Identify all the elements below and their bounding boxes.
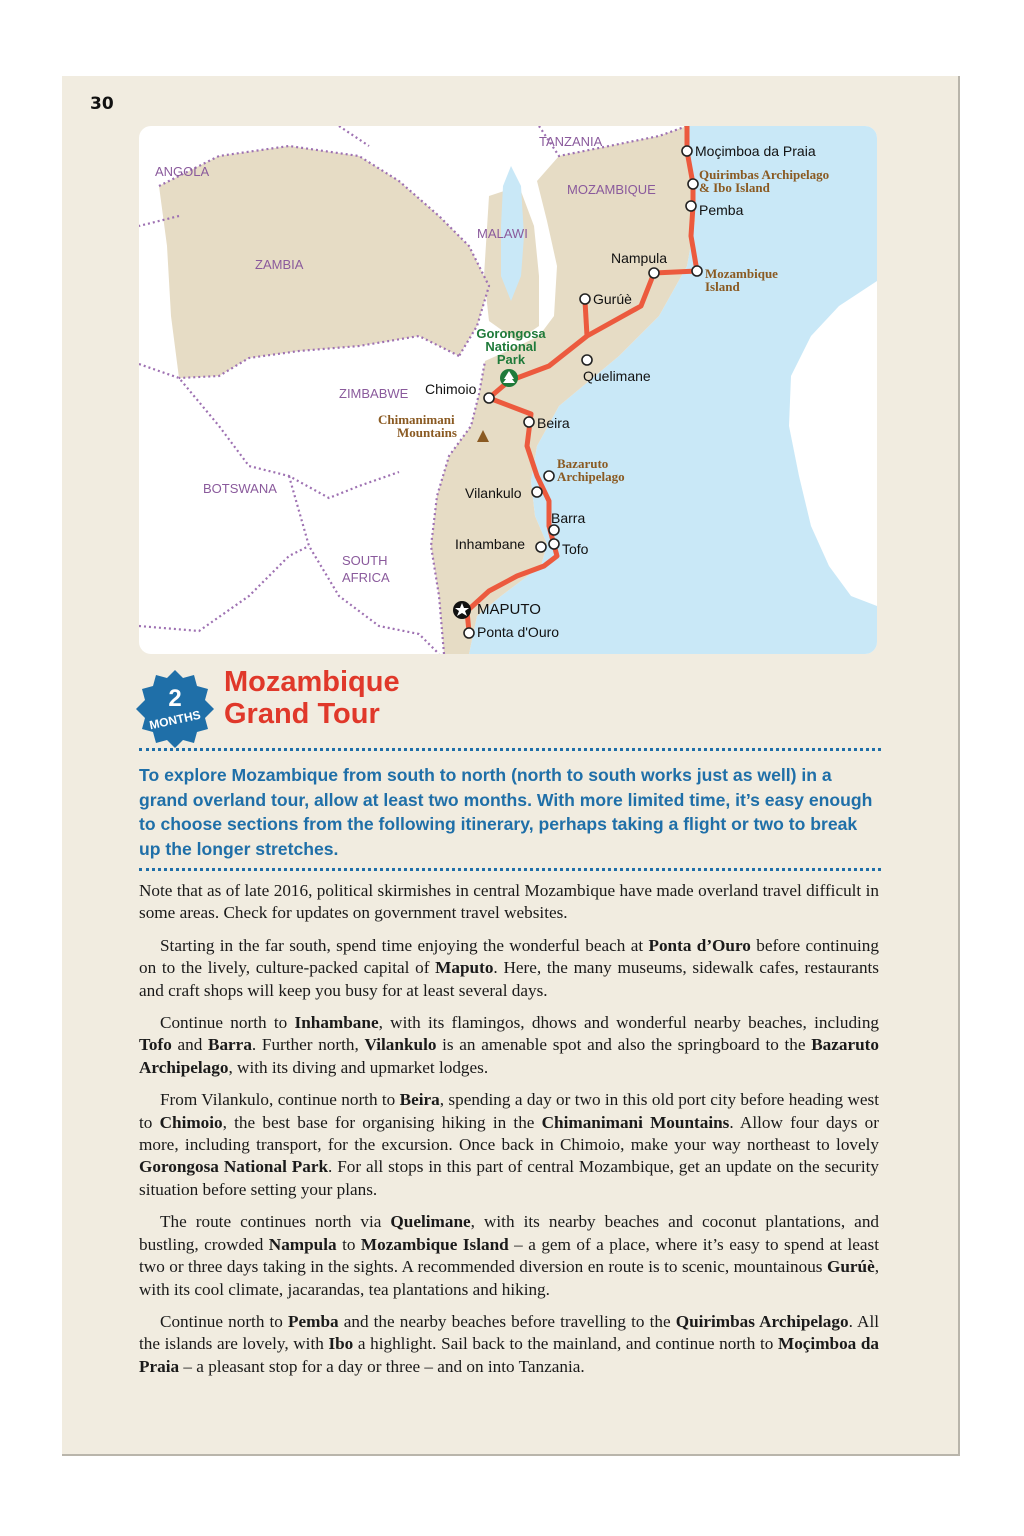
label-malawi: MALAWI xyxy=(477,226,528,241)
itinerary-intro: To explore Mozambique from south to north (north to south works just as well) in a grand overland tour, allow at least two months. With more limited time, it’s easy enough to choose sections from the following itinerary, perhaps taking a flight or two to break up the longer stretches. xyxy=(139,765,873,859)
paragraph-5 xyxy=(139,1211,879,1301)
highlighted-place: Pemba xyxy=(288,1311,339,1331)
label-chimanimani-2: Mountains xyxy=(397,425,457,440)
highlighted-place: Nampula xyxy=(268,1234,337,1254)
text-run: The route continues north via xyxy=(160,1212,391,1232)
label-mozambique-island-2: Island xyxy=(705,279,740,294)
text-run: Continue north to xyxy=(160,1013,295,1033)
label-gurue: Gurúè xyxy=(593,291,632,307)
highlighted-place: Ponta d’Ouro xyxy=(648,935,751,955)
marker-nampula xyxy=(649,268,659,278)
top-dotted-rule xyxy=(139,748,881,751)
label-tofo: Tofo xyxy=(562,541,589,557)
text-run: Starting in the far south, spend time enjoying the wonderful beach at xyxy=(160,935,649,955)
label-barra: Barra xyxy=(551,510,586,526)
label-quirimbas-2: & Ibo Island xyxy=(699,180,770,195)
marker-beira xyxy=(524,417,534,427)
text-run: to xyxy=(336,1234,361,1254)
marker-bazaruto xyxy=(544,471,554,481)
label-quirimbas-1: Quirimbas Archipelago xyxy=(699,167,830,182)
map-svg xyxy=(139,126,877,654)
label-tanzania: TANZANIA xyxy=(539,134,603,149)
paragraph-2 xyxy=(139,935,879,1002)
text-run: . Here, the many museums, sidewalk cafes, restaurants and craft shops will keep you busy for at least several days. xyxy=(139,958,879,1000)
itinerary-map xyxy=(139,126,877,654)
highlighted-place: Gorongosa National Park xyxy=(139,1157,329,1177)
label-nampula: Nampula xyxy=(611,250,668,266)
marker-vilankulo xyxy=(532,487,542,497)
label-gorongosa-2: National xyxy=(485,339,537,354)
bottom-dotted-rule xyxy=(139,868,881,871)
text-run: . Further north, xyxy=(251,1035,365,1055)
text-run: Continue north to xyxy=(160,1311,288,1331)
highlighted-place: Bazaruto Archipelago xyxy=(139,1035,879,1077)
text-run: and xyxy=(171,1035,208,1055)
label-mozambique: MOZAMBIQUE xyxy=(567,182,656,197)
text-run: From Vilankulo, continue north to xyxy=(160,1090,400,1110)
page-number: 30 xyxy=(90,94,114,114)
text-run: , with its diving and upmarket lodges. xyxy=(228,1057,489,1077)
marker-chimoio xyxy=(484,393,494,403)
text-run: , with its nearby beaches and coconut plantations, and bustling, crowded xyxy=(139,1212,880,1254)
marker-barra xyxy=(549,525,559,535)
marker-quirimbas xyxy=(688,179,698,189)
text-run: before continuing on to the lively, culture-packed capital of xyxy=(139,935,879,978)
paragraph-3 xyxy=(139,1012,879,1079)
text-run: , the best base for organising hiking in the xyxy=(222,1112,542,1132)
label-mozambique-island-1: Mozambique xyxy=(705,266,778,281)
text-run: , with its flamingos, dhows and wonderful nearby beaches, including xyxy=(378,1013,880,1033)
marker-pemba xyxy=(686,201,696,211)
title-line-2: Grand Tour xyxy=(224,698,380,730)
highlighted-place: Vilankulo xyxy=(364,1035,437,1055)
badge-number: 2 xyxy=(168,685,182,712)
highlighted-place: Maputo xyxy=(435,958,494,978)
itinerary-title xyxy=(224,666,400,730)
text-run: . Allow four days or more, including transport, for the excursion. Once back in Chimoio, make your way northeast to lovely xyxy=(139,1112,879,1155)
text-run: is an amenable spot and also the springboard to the xyxy=(436,1035,812,1055)
highlighted-place: Beira xyxy=(399,1090,440,1110)
highlighted-place: Ibo xyxy=(328,1334,354,1354)
text-run: . For all stops in this part of central Mozambique, get an update on the security situation before setting your plans. xyxy=(139,1157,879,1199)
label-bazaruto-2: Archipelago xyxy=(557,469,625,484)
text-run: – a pleasant stop for a day or three – and on into Tanzania. xyxy=(179,1356,585,1376)
highlighted-place: Moçimboa da Praia xyxy=(139,1334,880,1376)
duration-badge xyxy=(134,668,216,750)
marker-inhambane xyxy=(536,542,546,552)
marker-mozambique-island xyxy=(692,266,702,276)
label-vilankulo: Vilankulo xyxy=(465,485,522,501)
label-mocimboa: Moçimboa da Praia xyxy=(695,143,816,159)
label-gorongosa-3: Park xyxy=(496,352,526,367)
label-africa: AFRICA xyxy=(342,570,390,585)
label-botswana: BOTSWANA xyxy=(203,481,277,496)
label-zambia: ZAMBIA xyxy=(255,257,304,272)
marker-tofo xyxy=(549,539,559,549)
text-run: a highlight. Sail back to the mainland, and continue north to xyxy=(353,1334,778,1354)
badge-svg xyxy=(134,668,216,750)
highlighted-place: Chimanimani Mountains xyxy=(541,1112,730,1132)
title-line-1: Mozambique xyxy=(224,666,400,698)
highlighted-place: Mozambique Island xyxy=(360,1234,509,1254)
text-run: – a gem of a place, where it’s easy to spend at least two or three days taking in the sights. A recommended diversion en route is to scenic, mountainous xyxy=(139,1234,879,1277)
label-chimanimani-1: Chimanimani xyxy=(378,412,455,427)
highlighted-place: Chimoio xyxy=(159,1112,223,1132)
highlighted-place: Quelimane xyxy=(390,1212,471,1232)
label-bazaruto-1: Bazaruto xyxy=(557,456,609,471)
itinerary-body xyxy=(139,880,879,1388)
label-inhambane: Inhambane xyxy=(455,536,526,552)
label-zimbabwe: ZIMBABWE xyxy=(339,386,409,401)
guidebook-page xyxy=(62,76,960,1456)
highlighted-place: Barra xyxy=(208,1035,252,1055)
highlighted-place: Quirimbas Archipelago xyxy=(675,1311,849,1331)
label-beira: Beira xyxy=(537,415,570,431)
marker-gurue xyxy=(580,294,590,304)
badge-unit: MONTHS xyxy=(148,707,202,733)
text-run: and the nearby beaches before travelling to the xyxy=(338,1311,676,1331)
route-gurue-spur xyxy=(585,301,587,336)
highlighted-place: Inhambane xyxy=(294,1013,379,1033)
paragraph-6 xyxy=(139,1311,879,1378)
label-south: SOUTH xyxy=(342,553,388,568)
label-gorongosa-1: Gorongosa xyxy=(476,326,546,341)
marker-quelimane xyxy=(582,355,592,365)
label-maputo: MAPUTO xyxy=(477,601,541,618)
highlighted-place: Tofo xyxy=(139,1035,172,1055)
text-run: , with its cool climate, jacarandas, tea plantations and hiking. xyxy=(139,1257,879,1299)
label-pemba: Pemba xyxy=(699,202,744,218)
highlighted-place: Gurúè xyxy=(826,1257,875,1277)
marker-mocimboa xyxy=(682,146,692,156)
paragraph-1: Note that as of late 2016, political skirmishes in central Mozambique have made overland travel difficult in some areas. Check for updates on government travel websites. xyxy=(139,881,879,923)
marker-ponta-douro xyxy=(464,628,474,638)
label-chimoio: Chimoio xyxy=(425,381,477,397)
label-ponta-douro: Ponta d'Ouro xyxy=(477,624,560,640)
paragraph-4 xyxy=(139,1089,879,1201)
text-run: . All the islands are lovely, with xyxy=(139,1311,879,1354)
label-quelimane: Quelimane xyxy=(583,368,651,384)
label-angola: ANGOLA xyxy=(155,164,210,179)
text-run: , spending a day or two in this old port city before heading west to xyxy=(139,1090,879,1132)
